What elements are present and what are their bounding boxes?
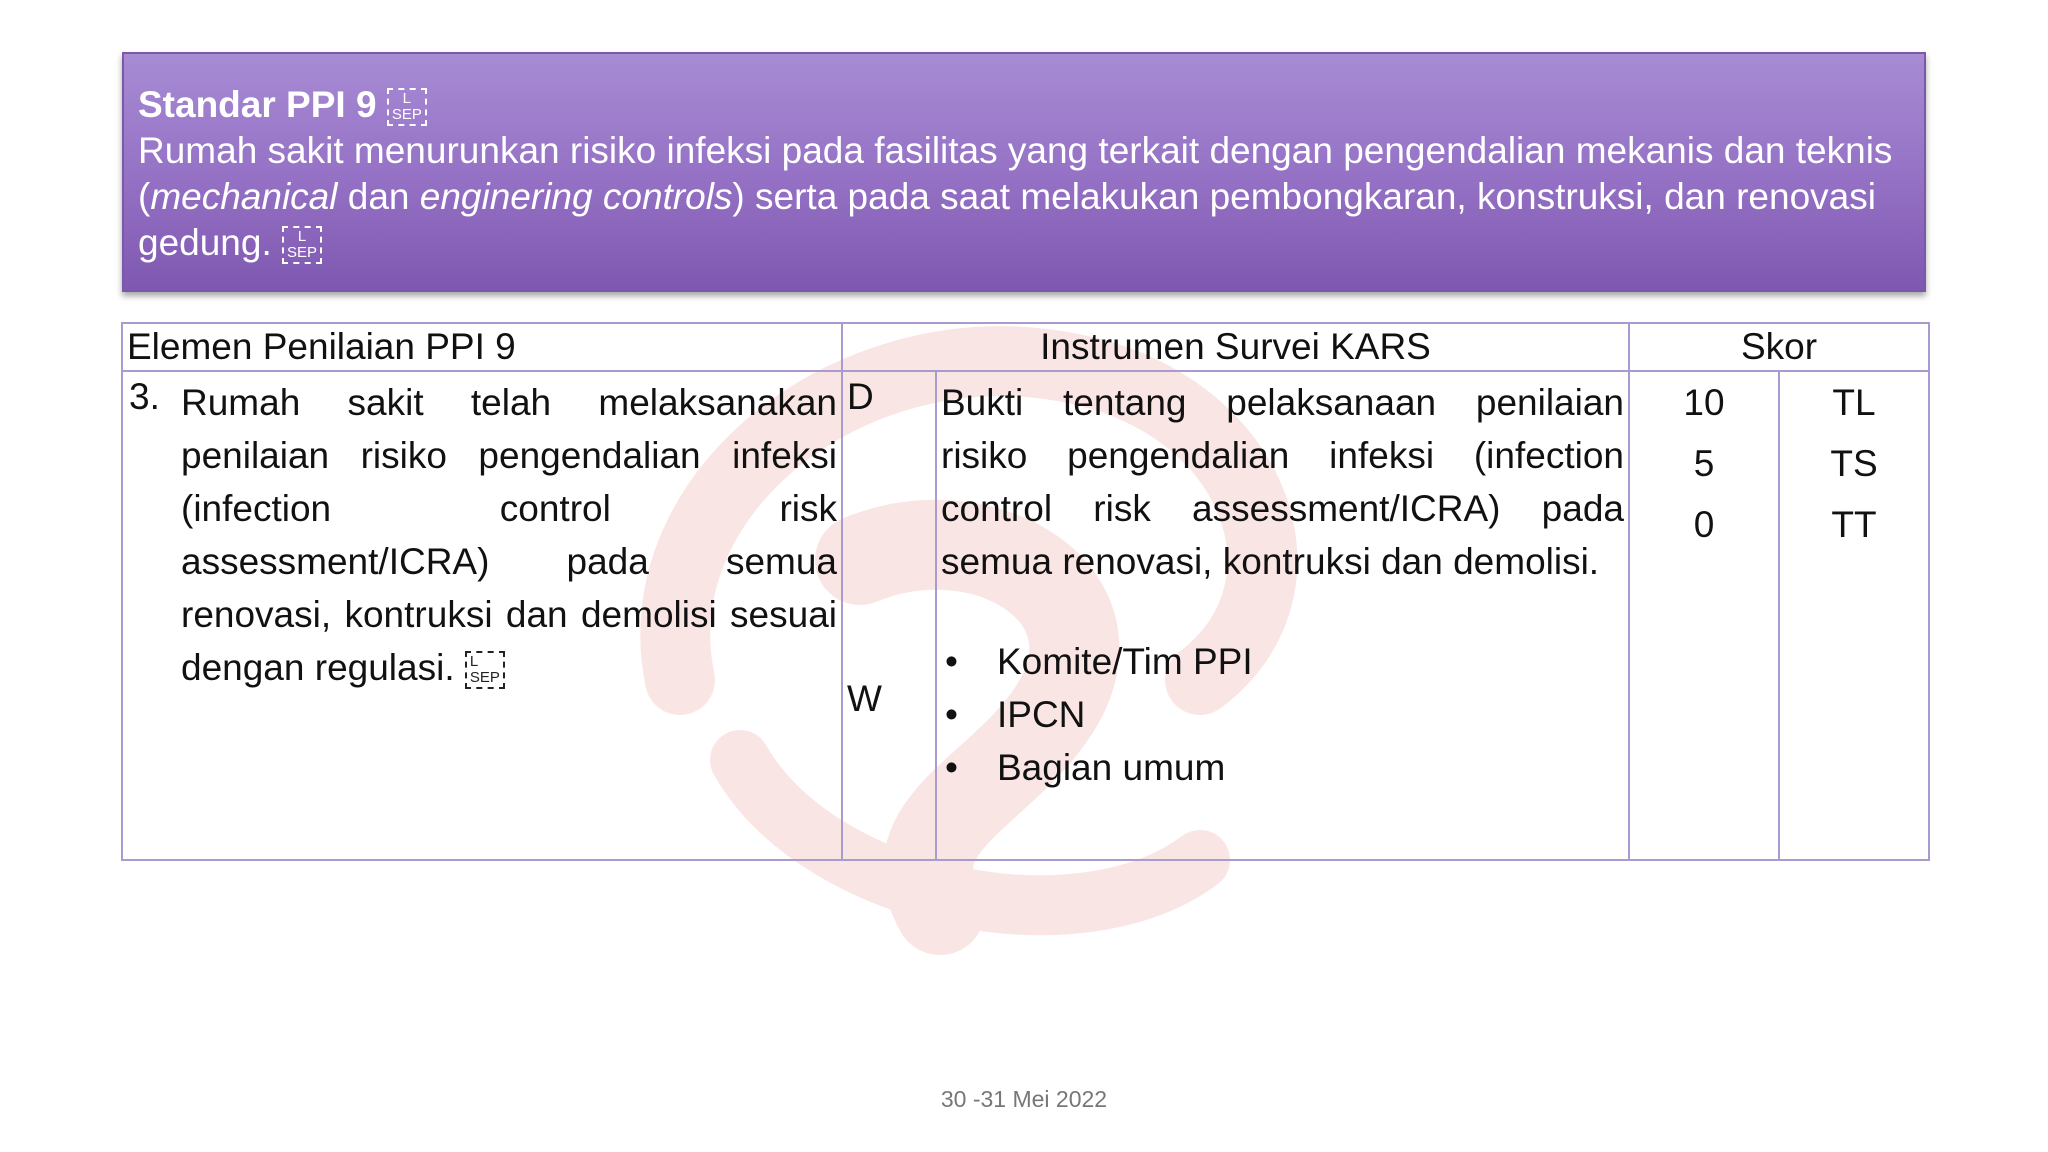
elemen-text: Rumah sakit telah melaksanakan penilaian risiko pengendalian infeksi (infection control risk assessment/ICRA) pada semua renovasi, kontruksi dan demolisi sesuai dengan regulasi. L SEP [181,382,837,688]
instrument-cell [936,371,1629,860]
table-row [122,371,1929,860]
standard-title [138,82,1908,128]
score-label: TT [1831,504,1877,545]
description-text-3: ) serta pada saat melakukan pembongkaran, konstruksi, dan renovasi gedung. [138,176,1876,263]
table-header-row [122,323,1929,371]
standard-description [138,128,1908,266]
bullet-icon: • [945,747,958,788]
score-label: TS [1830,443,1878,484]
score-value: 10 [1683,382,1725,423]
description-text-2: dan [337,176,420,217]
assessment-table [121,322,1930,861]
separator-glyph-icon: L SEP [465,651,505,689]
header-skor: Skor [1629,323,1929,371]
score-value: 5 [1693,443,1715,484]
standard-header-box [122,52,1926,292]
method-code-cell [842,371,936,860]
score-values-cell [1629,371,1779,860]
elemen-cell [122,371,842,860]
separator-glyph-icon: L SEP [387,88,427,126]
description-emphasis-2: enginering controls [419,176,733,217]
separator-glyph-icon: L SEP [282,226,322,264]
score-labels-cell [1779,371,1929,860]
evidence-text: Bukti tentang pelaksanaan penilaian risiko pengendalian infeksi (infection control risk assessment/ICRA) pada semua renovasi, kontruksi dan demolisi. [941,382,1624,582]
score-value: 0 [1693,504,1715,545]
list-item: • Bagian umum [941,741,1624,794]
bullet-icon: • [945,694,958,735]
header-elemen: Elemen Penilaian PPI 9 [122,323,842,371]
header-instrumen: Instrumen Survei KARS [842,323,1629,371]
standard-title-text: Standar PPI 9 [138,84,377,125]
method-code-w: W [847,678,882,719]
description-text-1: Rumah sakit menurunkan risiko infeksi pada fasilitas yang terkait dengan pengendalian mekanis dan teknis ( [138,130,1893,217]
description-emphasis-1: mechanical [150,176,338,217]
interviewee-list [941,635,1624,794]
score-label: TL [1832,382,1876,423]
list-item: • Komite/Tim PPI [941,635,1624,688]
elemen-number: 3. [129,376,160,417]
method-code-d: D [847,376,874,417]
list-item: • IPCN [941,688,1624,741]
footer-date: 30 -31 Mei 2022 [940,1086,1108,1112]
bullet-icon: • [945,641,958,682]
